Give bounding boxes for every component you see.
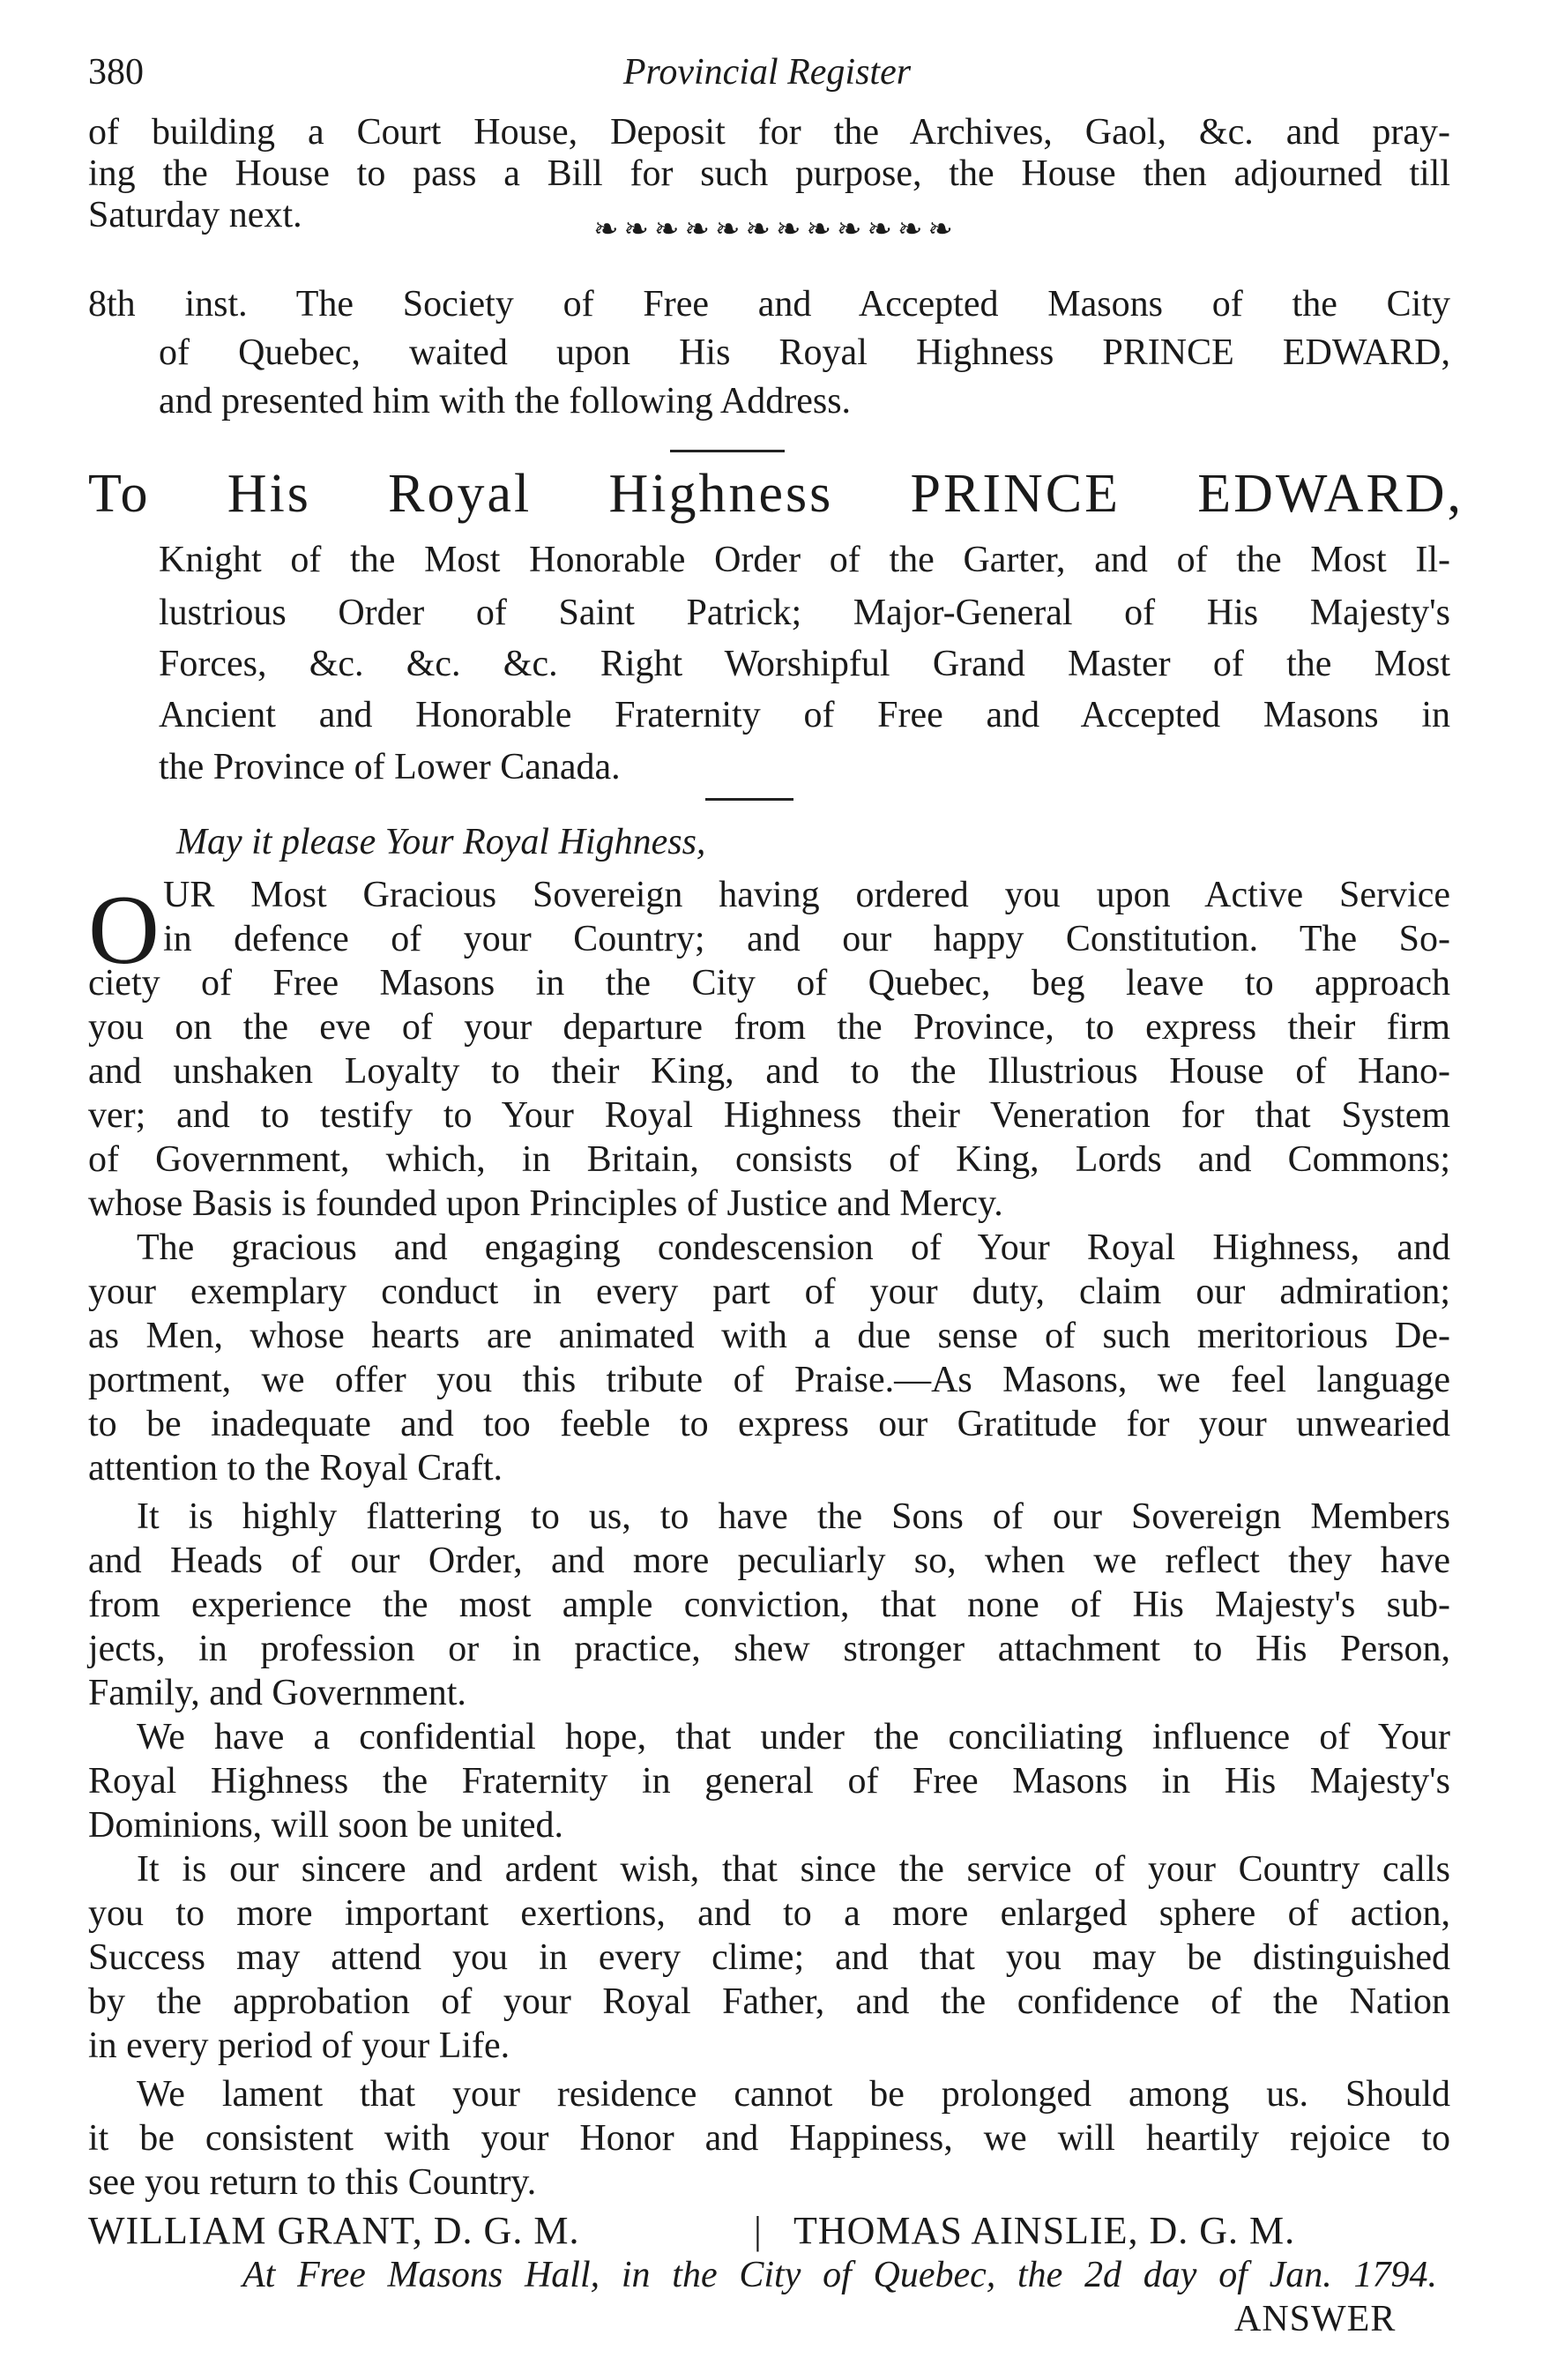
body-line: to be inadequate and too feeble to express our Gratitude for your unwearied: [88, 1404, 1450, 1444]
page-header: [88, 51, 1446, 101]
body-line: it be consistent with your Honor and Happiness, we will heartily rejoice to: [88, 2118, 1450, 2159]
body-line: and unshaken Loyalty to their King, and to the Illustrious House of Hano-: [88, 1051, 1450, 1092]
short-rule: [670, 450, 785, 452]
body-line: you on the eve of your departure from the Province, to express their firm: [88, 1007, 1450, 1048]
body-line: whose Basis is founded upon Principles of Justice and Mercy.: [88, 1183, 1003, 1224]
body-line: portment, we offer you this tribute of Praise.—As Masons, we feel language: [88, 1360, 1450, 1400]
body-line: We lament that your residence cannot be prolonged among us. Should: [137, 2074, 1450, 2115]
address-title: To His Royal Highness PRINCE EDWARD,: [88, 464, 1464, 524]
body-line: and Heads of our Order, and more peculiarly so, when we reflect they have: [88, 1541, 1450, 1581]
body-line: The gracious and engaging condescension of Your Royal Highness, and: [137, 1227, 1450, 1268]
entry-line: and presented him with the following Address.: [159, 381, 852, 422]
intro-line: ing the House to pass a Bill for such purpose, the House then adjourned till: [88, 153, 1450, 194]
body-line: by the approbation of your Royal Father, and the confidence of the Nation: [88, 1981, 1450, 2022]
body-line: you to more important exertions, and to a more enlarged sphere of action,: [88, 1893, 1450, 1934]
body-line: ver; and to testify to Your Royal Highness their Veneration for that System: [88, 1095, 1450, 1136]
body-line: your exemplary conduct in every part of your duty, claim our admiration;: [88, 1272, 1450, 1312]
salutation: May it please Your Royal Highness,: [176, 822, 706, 862]
body-line: attention to the Royal Craft.: [88, 1448, 503, 1488]
running-title: Provincial Register: [622, 52, 912, 93]
body-line: of Government, which, in Britain, consists of King, Lords and Commons;: [88, 1139, 1450, 1180]
drop-cap: O: [88, 876, 160, 985]
entry-line: of Quebec, waited upon His Royal Highness PRINCE EDWARD,: [159, 332, 1450, 373]
intro-line: of building a Court House, Deposit for the Archives, Gaol, &c. and pray-: [88, 112, 1450, 153]
body-line: in defence of your Country; and our happy Constitution. The So-: [163, 919, 1450, 959]
body-line: UR Most Gracious Sovereign having ordered you upon Active Service: [163, 875, 1450, 915]
catchword: ANSWER: [1234, 2299, 1397, 2339]
address-subtitle-line: lustrious Order of Saint Patrick; Major-General of His Majesty's: [159, 593, 1450, 633]
signatory-left: WILLIAM GRANT, D. G. M.: [88, 2209, 580, 2252]
signatory-right: THOMAS AINSLIE, D. G. M.: [793, 2209, 1296, 2252]
body-line: as Men, whose hearts are animated with a due sense of such meritorious De-: [88, 1316, 1450, 1356]
dateline: At Free Masons Hall, in the City of Quebec, the 2d day of Jan. 1794.: [242, 2255, 1437, 2295]
ornament-divider: ❧❧❧❧❧❧❧❧❧❧❧❧: [593, 213, 958, 246]
intro-line: Saturday next.: [88, 195, 302, 235]
body-line: It is highly flattering to us, to have the Sons of our Sovereign Members: [137, 1496, 1450, 1537]
body-line: We have a confidential hope, that under the conciliating influence of Your: [137, 1717, 1450, 1757]
address-subtitle-line: Forces, &c. &c. &c. Right Worshipful Grand Master of the Most: [159, 644, 1450, 684]
short-rule: [705, 798, 793, 801]
body-line: Dominions, will soon be united.: [88, 1805, 563, 1846]
entry-line: 8th inst. The Society of Free and Accepted Masons of the City: [88, 284, 1450, 325]
body-line: Success may attend you in every clime; and that you may be distinguished: [88, 1937, 1450, 1978]
body-line: see you return to this Country.: [88, 2162, 537, 2203]
address-subtitle-line: the Province of Lower Canada.: [159, 747, 621, 787]
body-line: jects, in profession or in practice, shew stronger attachment to His Person,: [88, 1629, 1450, 1669]
body-line: It is our sincere and ardent wish, that since the service of your Country calls: [137, 1849, 1450, 1890]
address-subtitle-line: Knight of the Most Honorable Order of the Garter, and of the Most Il-: [159, 540, 1450, 580]
body-line: Royal Highness the Fraternity in general of Free Masons in His Majesty's: [88, 1761, 1450, 1802]
body-line: from experience the most ample conviction, that none of His Majesty's sub-: [88, 1585, 1450, 1625]
body-line: ciety of Free Masons in the City of Quebec, beg leave to approach: [88, 963, 1450, 1003]
body-line: Family, and Government.: [88, 1673, 466, 1713]
body-line: in every period of your Life.: [88, 2026, 510, 2066]
address-subtitle-line: Ancient and Honorable Fraternity of Free and Accepted Masons in: [159, 695, 1450, 735]
page-number: 380: [88, 52, 144, 93]
signatory-separator: |: [754, 2209, 762, 2252]
